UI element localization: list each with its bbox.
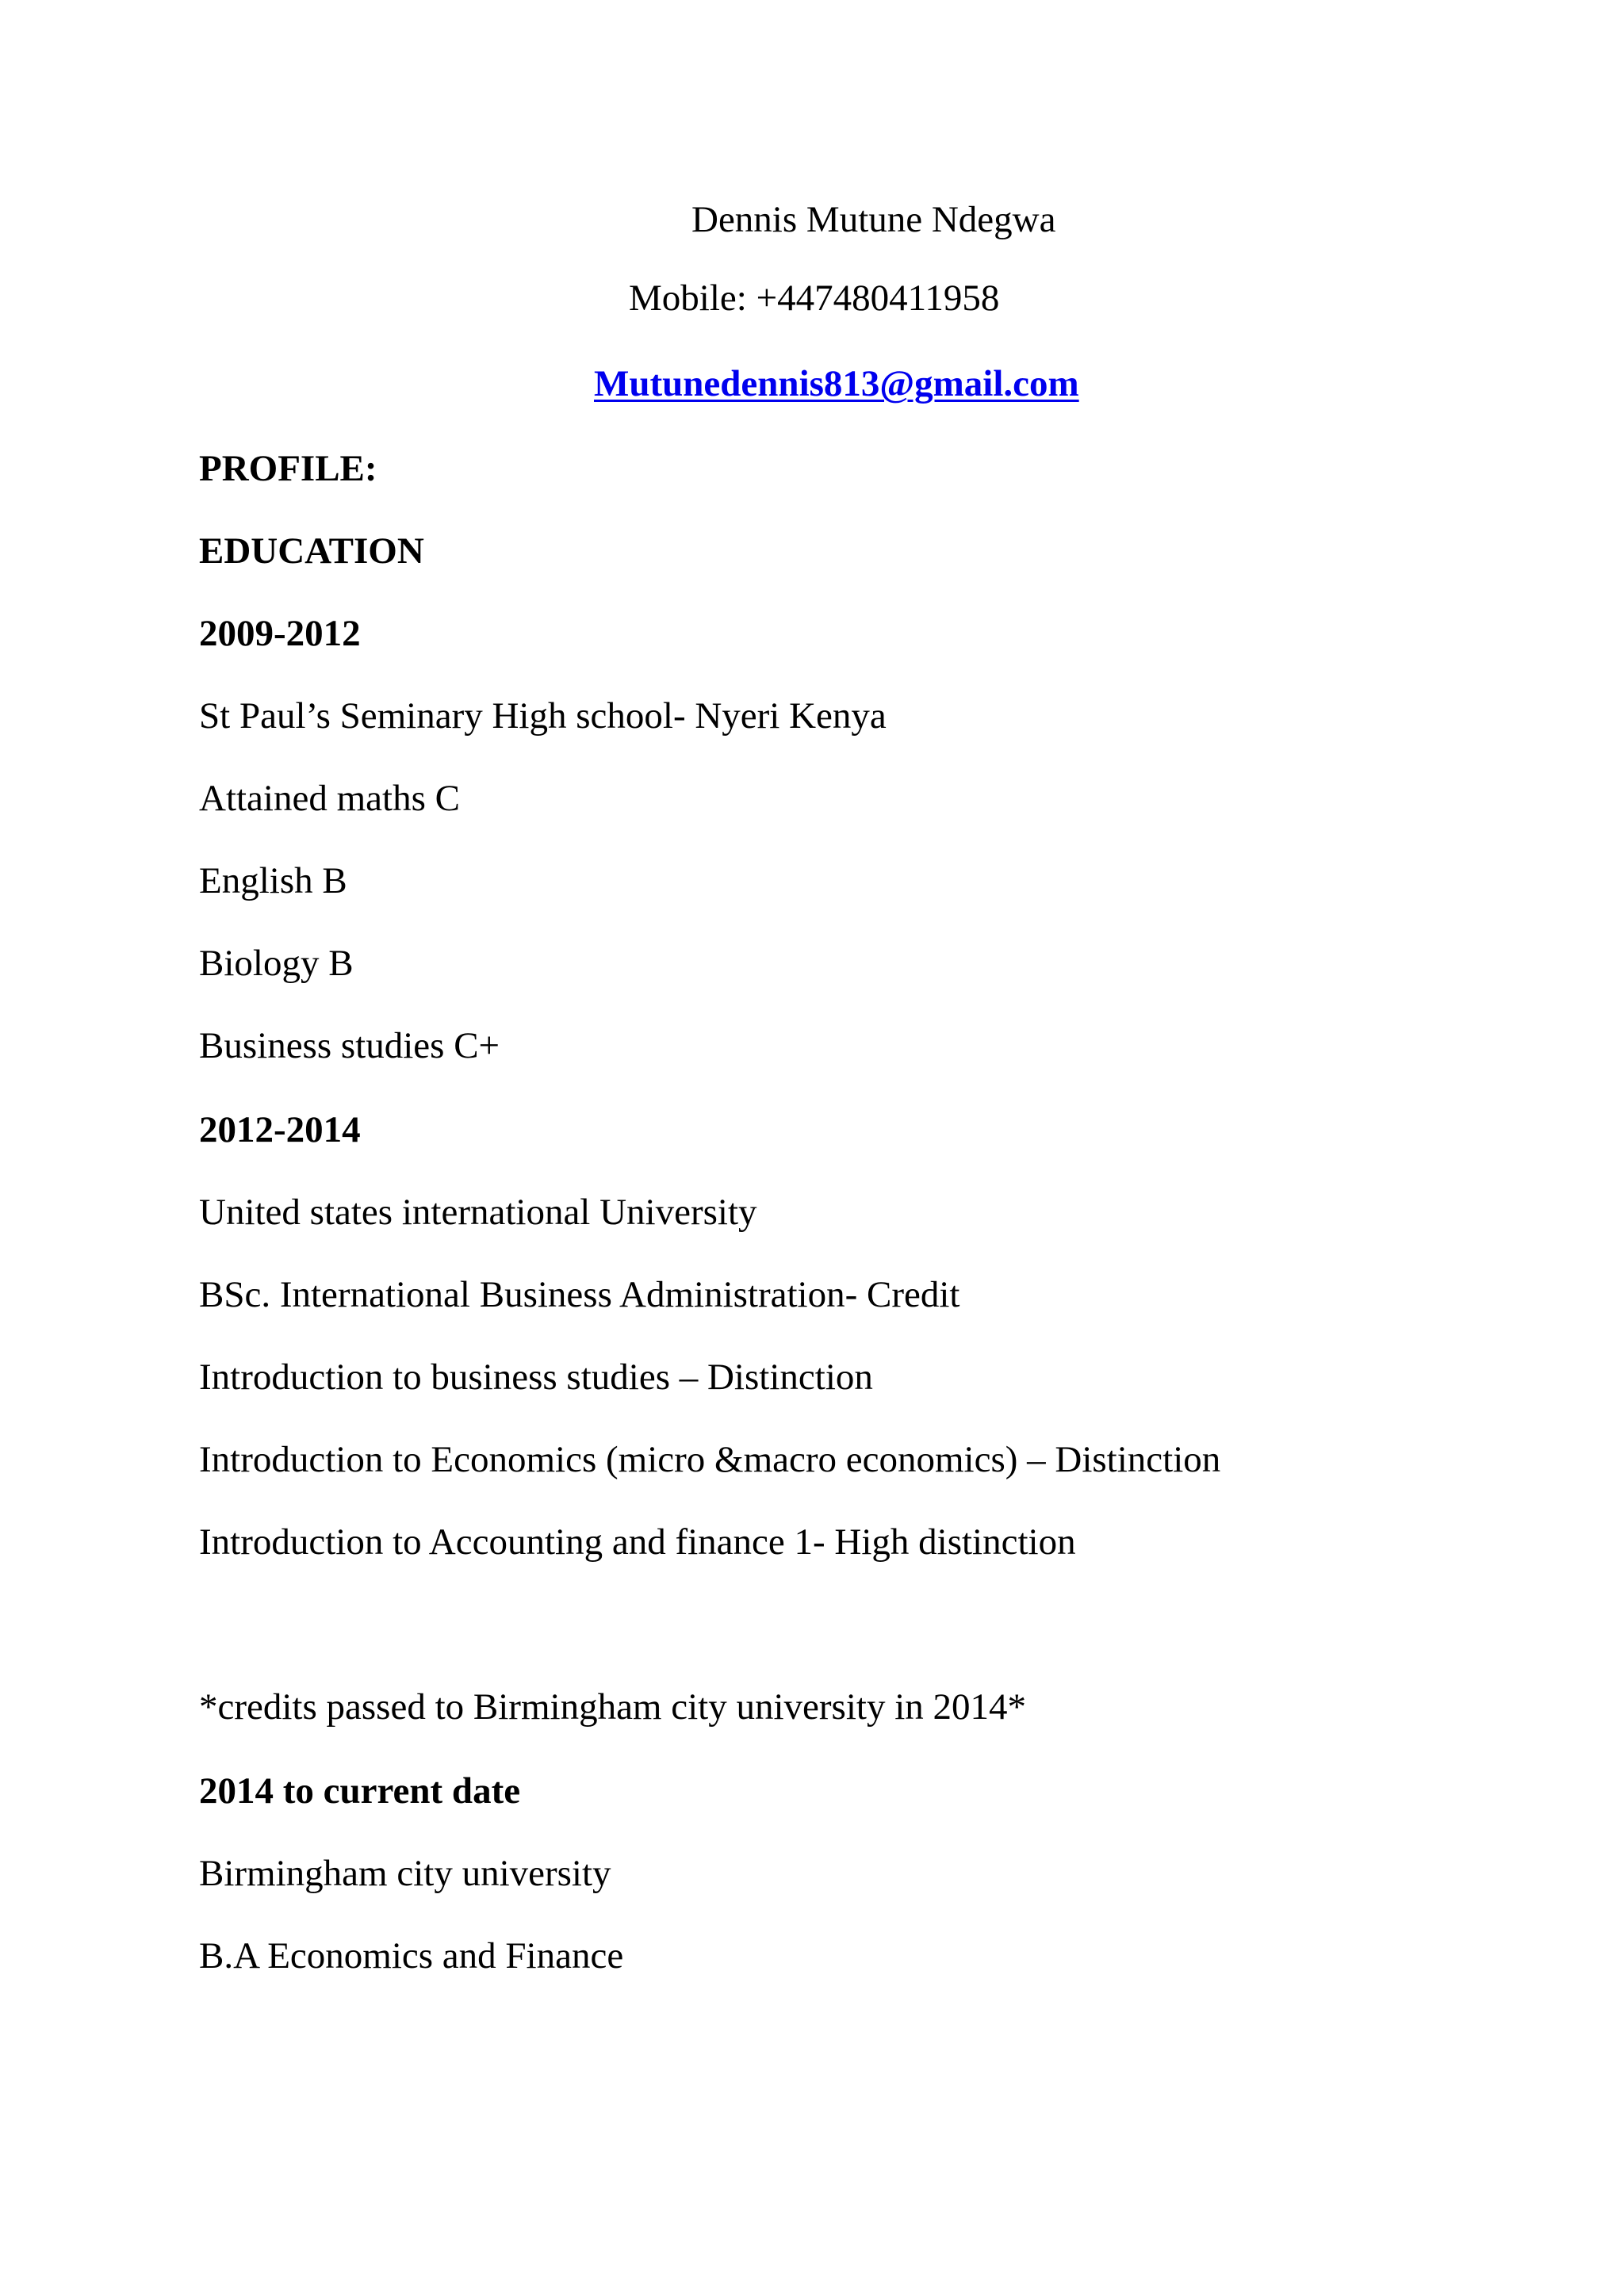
- course-economics: Introduction to Economics (micro &macro economics) – Distinction: [199, 1439, 1221, 1480]
- period-2012-2014-years: 2012-2014: [199, 1109, 361, 1150]
- period-2009-2012-years: 2009-2012: [199, 613, 361, 654]
- course-business-studies: Introduction to business studies – Distinction: [199, 1357, 873, 1398]
- email-link[interactable]: Mutunedennis813@gmail.com: [594, 363, 1079, 404]
- mobile-number: Mobile: +447480411958: [629, 277, 1000, 319]
- bcu-name: Birmingham city university: [199, 1853, 611, 1894]
- grade-maths: Attained maths C: [199, 778, 460, 819]
- course-accounting-finance: Introduction to Accounting and finance 1- High distinction: [199, 1521, 1076, 1563]
- ba-degree: B.A Economics and Finance: [199, 1935, 624, 1976]
- grade-business-studies: Business studies C+: [199, 1025, 500, 1066]
- grade-english: English B: [199, 860, 347, 901]
- credits-transfer-note: *credits passed to Birmingham city university in 2014*: [199, 1686, 1026, 1728]
- candidate-name: Dennis Mutune Ndegwa: [691, 199, 1056, 240]
- period-2014-current-years: 2014 to current date: [199, 1770, 521, 1812]
- profile-heading: PROFILE:: [199, 448, 377, 489]
- grade-biology: Biology B: [199, 943, 354, 984]
- bsc-degree: BSc. International Business Administration- Credit: [199, 1274, 960, 1315]
- usiu-name: United states international University: [199, 1192, 757, 1233]
- high-school-name: St Paul’s Seminary High school- Nyeri Kenya: [199, 695, 887, 737]
- education-heading: EDUCATION: [199, 530, 424, 572]
